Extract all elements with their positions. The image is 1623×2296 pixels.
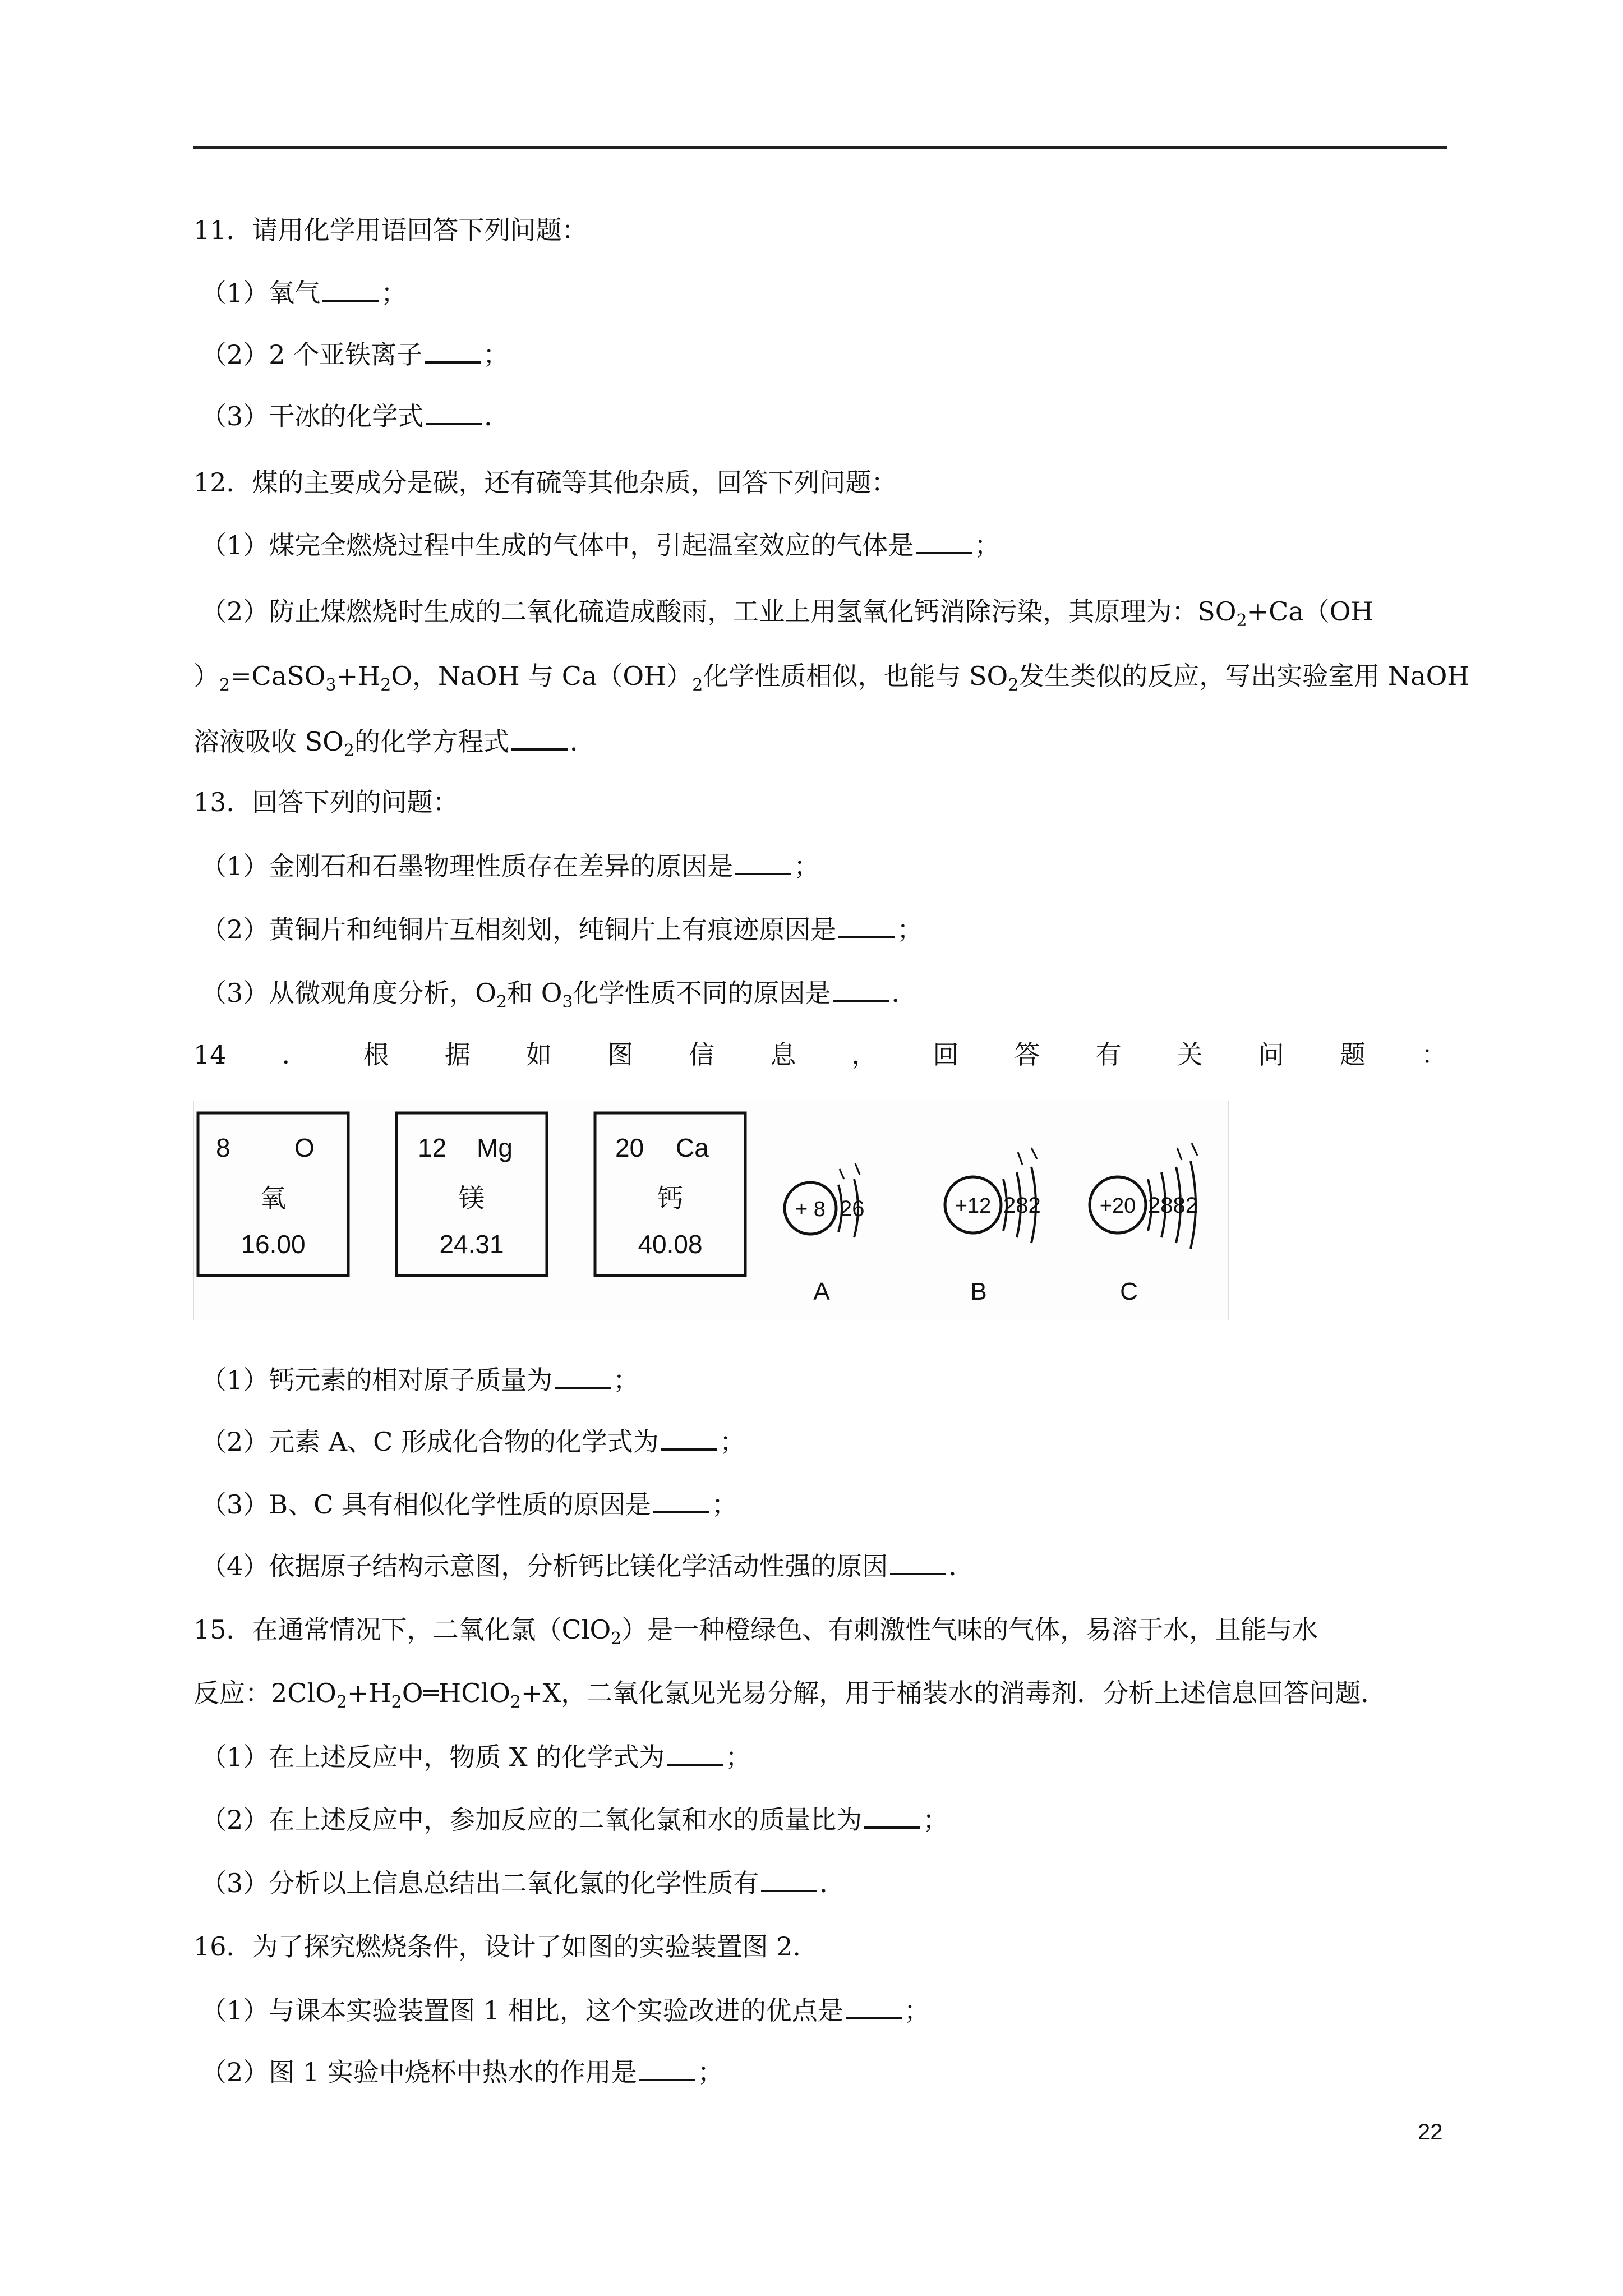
answer-blank[interactable] [426,398,482,425]
q13-stem: 13．回答下列的问题： [193,787,459,817]
q13-part1: （1）金刚石和石墨物理性质存在差异的原因是 ； [201,848,819,883]
answer-blank[interactable] [864,1802,920,1829]
svg-text:Mg: Mg [477,1133,513,1162]
q14-part2: （2）元素 A、C 形成化合物的化学式为 ； [201,1424,745,1458]
answer-blank[interactable] [425,337,481,364]
svg-text:+12: +12 [955,1194,992,1218]
svg-text:+20: +20 [1099,1194,1136,1218]
svg-text:20: 20 [615,1133,644,1162]
q14-part3: （3）B、C 具有相似化学性质的原因是 ； [201,1487,737,1521]
svg-text:282: 282 [1003,1193,1041,1218]
q11-stem: 11．请用化学用语回答下列问题： [193,215,588,245]
svg-text:40.08: 40.08 [638,1230,703,1259]
answer-blank[interactable] [661,1424,717,1451]
q15-stem-line1: 15．在通常情况下，二氧化氯（ClO$_2$）是一种橙绿色、有刺激性气味的气体，易溶于水，且能与水 [193,1614,1318,1649]
svg-text:2882: 2882 [1148,1193,1198,1218]
q11-part3: （3）干冰的化学式 ． [201,398,510,433]
answer-blank[interactable] [667,1739,723,1766]
answer-blank[interactable] [890,1548,946,1575]
q13-part2: （2）黄铜片和纯铜片互相刻划，纯铜片上有痕迹原因是 ； [201,912,923,946]
svg-text:8: 8 [216,1133,230,1162]
svg-text:C: C [1120,1278,1138,1305]
q16-part2: （2）图 1 实验中烧杯中热水的作用是 ； [201,2054,723,2089]
svg-text:钙: 钙 [657,1183,683,1213]
q16-part1: （1）与课本实验装置图 1 相比，这个实验改进的优点是 ； [201,1993,930,2027]
svg-text:A: A [813,1278,830,1305]
svg-text:B: B [970,1278,987,1305]
q14-part1: （1）钙元素的相对原子质量为 ； [201,1362,639,1397]
q13-part3: （3）从微观角度分析，$O_2$和 $O_3$化学性质不同的原因是 ． [201,975,917,1010]
svg-text:镁: 镁 [459,1183,485,1213]
q14-part4: （4）依据原子结构示意图，分析钙比镁化学活动性强的原因 ． [201,1548,974,1583]
q15-part3: （3）分析以上信息总结出二氧化氯的化学性质有 ． [201,1865,845,1900]
q11-part2: （2）2 个亚铁离子 ； [201,337,509,371]
page-number: 22 [1418,2120,1443,2145]
q15-stem-line2: 反应：$2ClO_2+H_2O═HClO_2+X$，二氧化氯见光易分解，用于桶装水的消毒剂．分析上述信息回答问题． [193,1678,1387,1713]
svg-text:O: O [294,1133,315,1162]
answer-blank[interactable] [838,912,895,938]
q14-figure [193,1101,1229,1320]
answer-blank[interactable] [653,1487,709,1513]
q12-part2-line2: ）$_2=CaSO_3+H_2O$，NaOH 与 $Ca(OH)_2$化学性质相似，也能与 $SO_2$发生类似的反应，写出实验室用 NaOH [193,661,1470,696]
answer-blank[interactable] [833,975,889,1002]
answer-blank[interactable] [639,2054,695,2081]
q15-part1: （1）在上述反应中，物质 X 的化学式为 ； [201,1739,751,1774]
answer-blank[interactable] [511,724,568,751]
q15-part2: （2）在上述反应中，参加反应的二氧化氯和水的质量比为 ； [201,1802,948,1837]
svg-text:+ 8: + 8 [795,1198,826,1221]
q16-stem: 16．为了探究燃烧条件，设计了如图的实验装置图 2． [193,1931,819,1962]
svg-text:氧: 氧 [260,1183,286,1213]
svg-text:Ca: Ca [676,1133,709,1162]
answer-blank[interactable] [846,1993,902,2019]
header-rule [193,146,1447,149]
q12-stem: 12．煤的主要成分是碳，还有硫等其他杂质，回答下列问题： [193,467,897,498]
svg-text:24.31: 24.31 [439,1230,504,1259]
svg-text:12: 12 [418,1133,447,1162]
q12-part2-line1: （2）防止煤燃烧时生成的二氧化硫造成酸雨，工业上用氢氧化钙消除污染，其原理为：$SO_2+Ca(OH$ [201,596,1373,631]
q11-part1: （1）氧气 ； [201,275,407,310]
q12-part1: （1）煤完全燃烧过程中生成的气体中，引起温室效应的气体是 ； [201,527,1000,562]
svg-text:16.00: 16.00 [241,1230,306,1259]
answer-blank[interactable] [916,527,972,554]
answer-blank[interactable] [555,1362,611,1389]
answer-blank[interactable] [761,1865,817,1892]
svg-text:26: 26 [840,1197,865,1221]
q14-stem: 14 ． 根 据 如 图 信 息 ， 回 答 有 关 问 题 ： [193,1039,1447,1070]
q12-part2-line3: 溶液吸收 $SO_2$的化学方程式 ． [193,724,596,758]
answer-blank[interactable] [322,275,379,302]
answer-blank[interactable] [735,848,791,875]
